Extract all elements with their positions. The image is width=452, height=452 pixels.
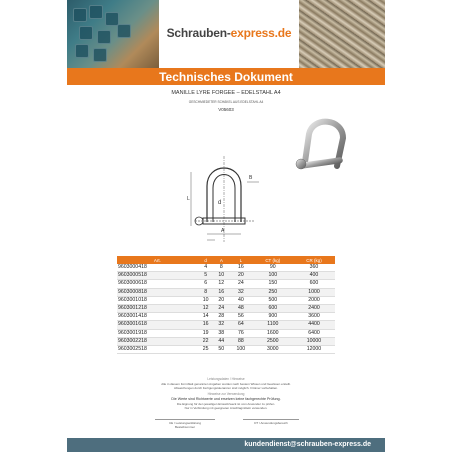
cell: 19	[198, 329, 214, 337]
specs-table	[117, 256, 335, 354]
cell: 24	[229, 280, 252, 288]
cell: 10000	[293, 337, 335, 345]
cell: 2400	[293, 305, 335, 313]
cell: 8	[198, 288, 214, 296]
note-line-emphasis: Die Werte sind Richtwerte und ersetzen keine fachgerechte Prüfung.	[171, 397, 281, 401]
cell: 64	[229, 321, 252, 329]
cell: 5	[198, 272, 214, 280]
cell: 9603000518	[117, 272, 198, 280]
product-subtitle: GESCHMIEDETER SCHÄKEL AUS EDELSTAHL A4	[188, 100, 264, 104]
cell: 2000	[293, 296, 335, 304]
footer-bar	[67, 438, 385, 452]
signature-left-sub: Bestellnummer	[174, 425, 195, 429]
cell: 10	[198, 296, 214, 304]
cell: 16	[214, 288, 230, 296]
signature-left-label: CE / Leistungserklärung	[168, 421, 202, 425]
cell: 20	[229, 272, 252, 280]
cell: 14	[198, 313, 214, 321]
cell: 32	[214, 321, 230, 329]
cell: 9603001218	[117, 305, 198, 313]
cell: 600	[293, 280, 335, 288]
cell: 1600	[253, 329, 293, 337]
col-header: CR (kg)	[293, 256, 335, 264]
cell: 20	[214, 296, 230, 304]
cell: 4400	[293, 321, 335, 329]
note-line: Nur in Verbindung mit geeigneten Anschlagmitteln verwenden.	[184, 406, 268, 410]
cell: 22	[198, 337, 214, 345]
table-header-row	[117, 256, 335, 264]
note-line: Die Eignung für den jeweiligen Einsatzzweck ist vom Anwender zu prüfen.	[176, 402, 276, 406]
note-heading-1: Leistungsdaten / Hinweise	[207, 377, 245, 381]
cell: 8	[214, 264, 230, 272]
cell: 9603002518	[117, 346, 198, 354]
cell: 1100	[253, 321, 293, 329]
col-header: L	[229, 256, 252, 264]
table-row	[117, 329, 335, 337]
note-line: Alle in diesem Formblatt genannten Angaben wurden nach bestem Wissen und Gewissen erstellt.	[161, 382, 291, 386]
cell: 90	[253, 264, 293, 272]
cell: 12	[214, 280, 230, 288]
cell: 900	[253, 313, 293, 321]
cell: 38	[214, 329, 230, 337]
cell: 400	[293, 272, 335, 280]
cell: 3600	[293, 313, 335, 321]
table-row	[117, 305, 335, 313]
document-page	[67, 0, 385, 452]
cell: 4	[198, 264, 214, 272]
product-name: MANILLE LYRE FORGEE – EDELSTAHL A4	[171, 90, 281, 96]
label-d: d	[218, 200, 222, 206]
cell: 360	[293, 264, 335, 272]
cell: 76	[229, 329, 252, 337]
cell: 6	[198, 280, 214, 288]
cell: 9603000618	[117, 280, 198, 288]
cell: 44	[214, 337, 230, 345]
note-heading-2: Hinweise zur Verwendung	[207, 392, 245, 396]
signature-left	[155, 419, 215, 429]
cell: 100	[253, 272, 293, 280]
table-row	[117, 313, 335, 321]
title-bar	[67, 68, 385, 85]
header-photo-tools	[67, 0, 159, 68]
signature-right	[243, 419, 299, 425]
table-row	[117, 296, 335, 304]
table-row	[117, 288, 335, 296]
cell: 24	[214, 305, 230, 313]
cell: 50	[214, 346, 230, 354]
cell: 100	[229, 346, 252, 354]
col-header: Art.	[117, 256, 198, 264]
cell: 88	[229, 337, 252, 345]
cell: 12	[198, 305, 214, 313]
cell: 250	[253, 288, 293, 296]
cell: 9603002218	[117, 337, 198, 345]
header	[67, 0, 385, 68]
cell: 9603000418	[117, 264, 198, 272]
cell: 9603001618	[117, 321, 198, 329]
cell: 40	[229, 296, 252, 304]
shackle-photo	[295, 112, 351, 182]
brand-logo	[159, 26, 299, 40]
cell: 25	[198, 346, 214, 354]
cell: 9603001018	[117, 296, 198, 304]
table-row	[117, 272, 335, 280]
product-code: V05603	[218, 107, 234, 112]
table-row	[117, 280, 335, 288]
label-L: L	[187, 196, 190, 202]
cell: 56	[229, 313, 252, 321]
document-title: Technisches Dokument	[159, 70, 293, 84]
label-A: A	[221, 228, 225, 234]
cell: 32	[229, 288, 252, 296]
signature-right-label: DT / Anwendungsbereich	[254, 421, 288, 425]
cell: 3000	[253, 346, 293, 354]
cell: 6400	[293, 329, 335, 337]
shackle-technical-drawing	[185, 152, 263, 244]
cell: 16	[229, 264, 252, 272]
header-photo-screws	[299, 0, 385, 68]
table-row	[117, 346, 335, 354]
logo-band	[159, 0, 299, 68]
cell: 28	[214, 313, 230, 321]
cell: 48	[229, 305, 252, 313]
col-header: d	[198, 256, 214, 264]
table-row	[117, 321, 335, 329]
cell: 9603001918	[117, 329, 198, 337]
cell: 12000	[293, 346, 335, 354]
table-row	[117, 337, 335, 345]
cell: 10	[214, 272, 230, 280]
col-header: A	[214, 256, 230, 264]
logo-text-1: Schrauben-	[166, 26, 231, 40]
cell: 16	[198, 321, 214, 329]
logo-text-2: express.de	[230, 26, 292, 40]
cell: 150	[253, 280, 293, 288]
cell: 2500	[253, 337, 293, 345]
col-header: CT (kg)	[253, 256, 293, 264]
table-row	[117, 264, 335, 272]
contact-email[interactable]: kundendienst@schrauben-express.de	[244, 441, 371, 448]
cell: 9603000818	[117, 288, 198, 296]
label-B: B	[249, 175, 253, 181]
cell: 600	[253, 305, 293, 313]
note-line: Abweichungen durch Fertigungstoleranzen sind möglich. Irrtümer vorbehalten.	[173, 386, 279, 390]
cell: 500	[253, 296, 293, 304]
cell: 9603001418	[117, 313, 198, 321]
cell: 1000	[293, 288, 335, 296]
